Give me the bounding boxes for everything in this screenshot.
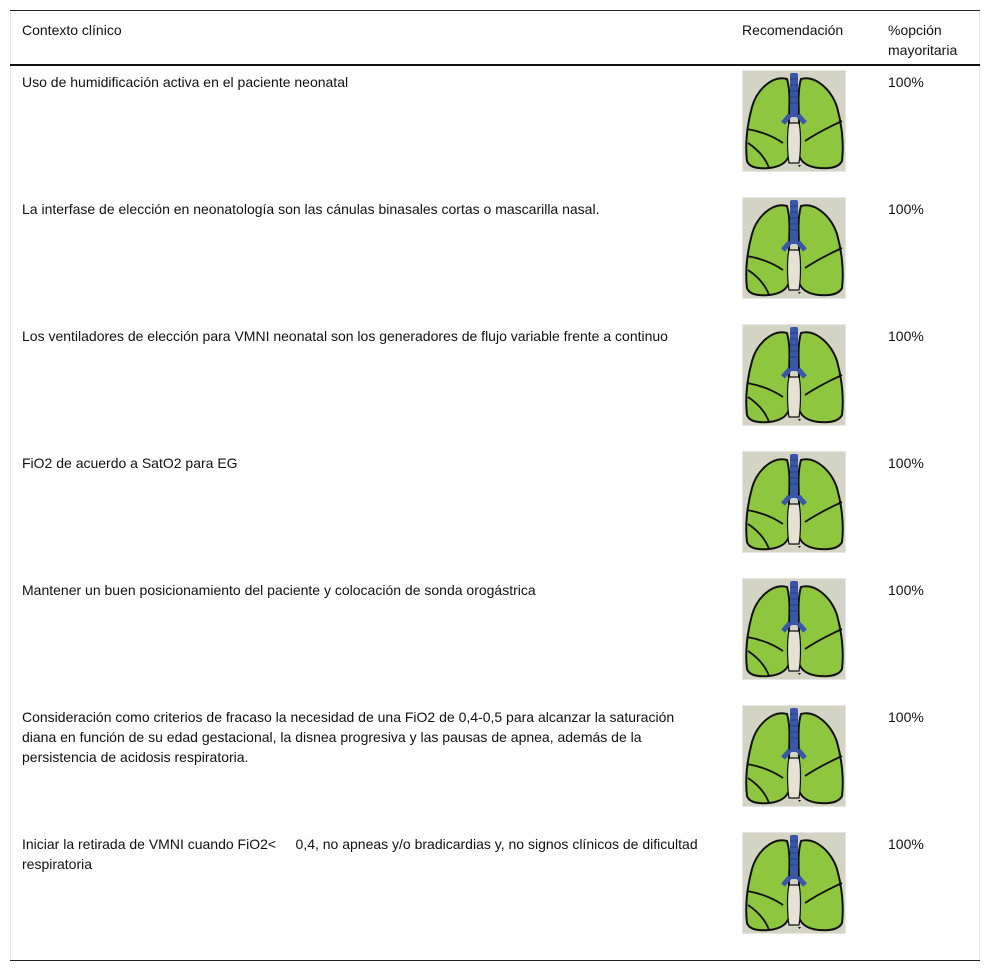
table-row [10, 320, 980, 447]
lungs-icon [743, 452, 845, 552]
recommendation-cell [742, 832, 846, 934]
recommendation-cell [742, 705, 846, 807]
lungs-icon [743, 706, 845, 806]
majority-option-cell: 100% [888, 74, 924, 90]
majority-option-cell: 100% [888, 455, 924, 471]
context-cell: FiO2 de acuerdo a SatO2 para EG [22, 455, 238, 471]
context-cell: Los ventiladores de elección para VMNI neonatal son los generadores de flujo variable frente a continuo [22, 328, 668, 344]
recommendation-cell [742, 324, 846, 426]
lungs-icon [743, 71, 845, 171]
table-bottom-rule [10, 960, 980, 961]
recommendation-cell [742, 197, 846, 299]
recommendation-cell [742, 578, 846, 680]
majority-option-cell: 100% [888, 836, 924, 852]
context-cell: Uso de humidificación activa en el paciente neonatal [22, 74, 349, 90]
majority-option-cell: 100% [888, 709, 924, 725]
header-majority-option: %opción mayoritaria [888, 22, 958, 58]
table-row [10, 447, 980, 574]
table-row [10, 574, 980, 701]
context-cell: Mantener un buen posicionamiento del paciente y colocación de sonda orogástrica [22, 582, 536, 598]
majority-option-cell: 100% [888, 328, 924, 344]
table-row [10, 701, 980, 828]
context-cell: Consideración como criterios de fracaso la necesidad de una FiO2 de 0,4-0,5 para alcanzar la saturación diana en función de su edad gestacional, la disnea progresiva y las pausas de apnea, además de la persistencia de acidosis respiratoria. [22, 709, 679, 765]
lungs-icon [743, 198, 845, 298]
header-recommendation: Recomendación [742, 22, 844, 38]
table-row [10, 193, 980, 320]
lungs-icon [743, 325, 845, 425]
recommendation-cell [742, 451, 846, 553]
lungs-icon [743, 579, 845, 679]
table-row [10, 828, 980, 955]
recommendation-cell [742, 70, 846, 172]
majority-option-cell: 100% [888, 201, 924, 217]
table-row [10, 66, 980, 193]
majority-option-cell: 100% [888, 582, 924, 598]
header-context: Contexto clínico [22, 22, 122, 38]
lungs-icon [743, 833, 845, 933]
table-top-rule [10, 10, 980, 11]
context-cell: La interfase de elección en neonatología son las cánulas binasales cortas o mascarilla nasal. [22, 201, 600, 217]
context-cell: Iniciar la retirada de VMNI cuando FiO2< 0,4, no apneas y/o bradicardias y, no signos clínicos de dificultad respiratoria [22, 836, 702, 872]
